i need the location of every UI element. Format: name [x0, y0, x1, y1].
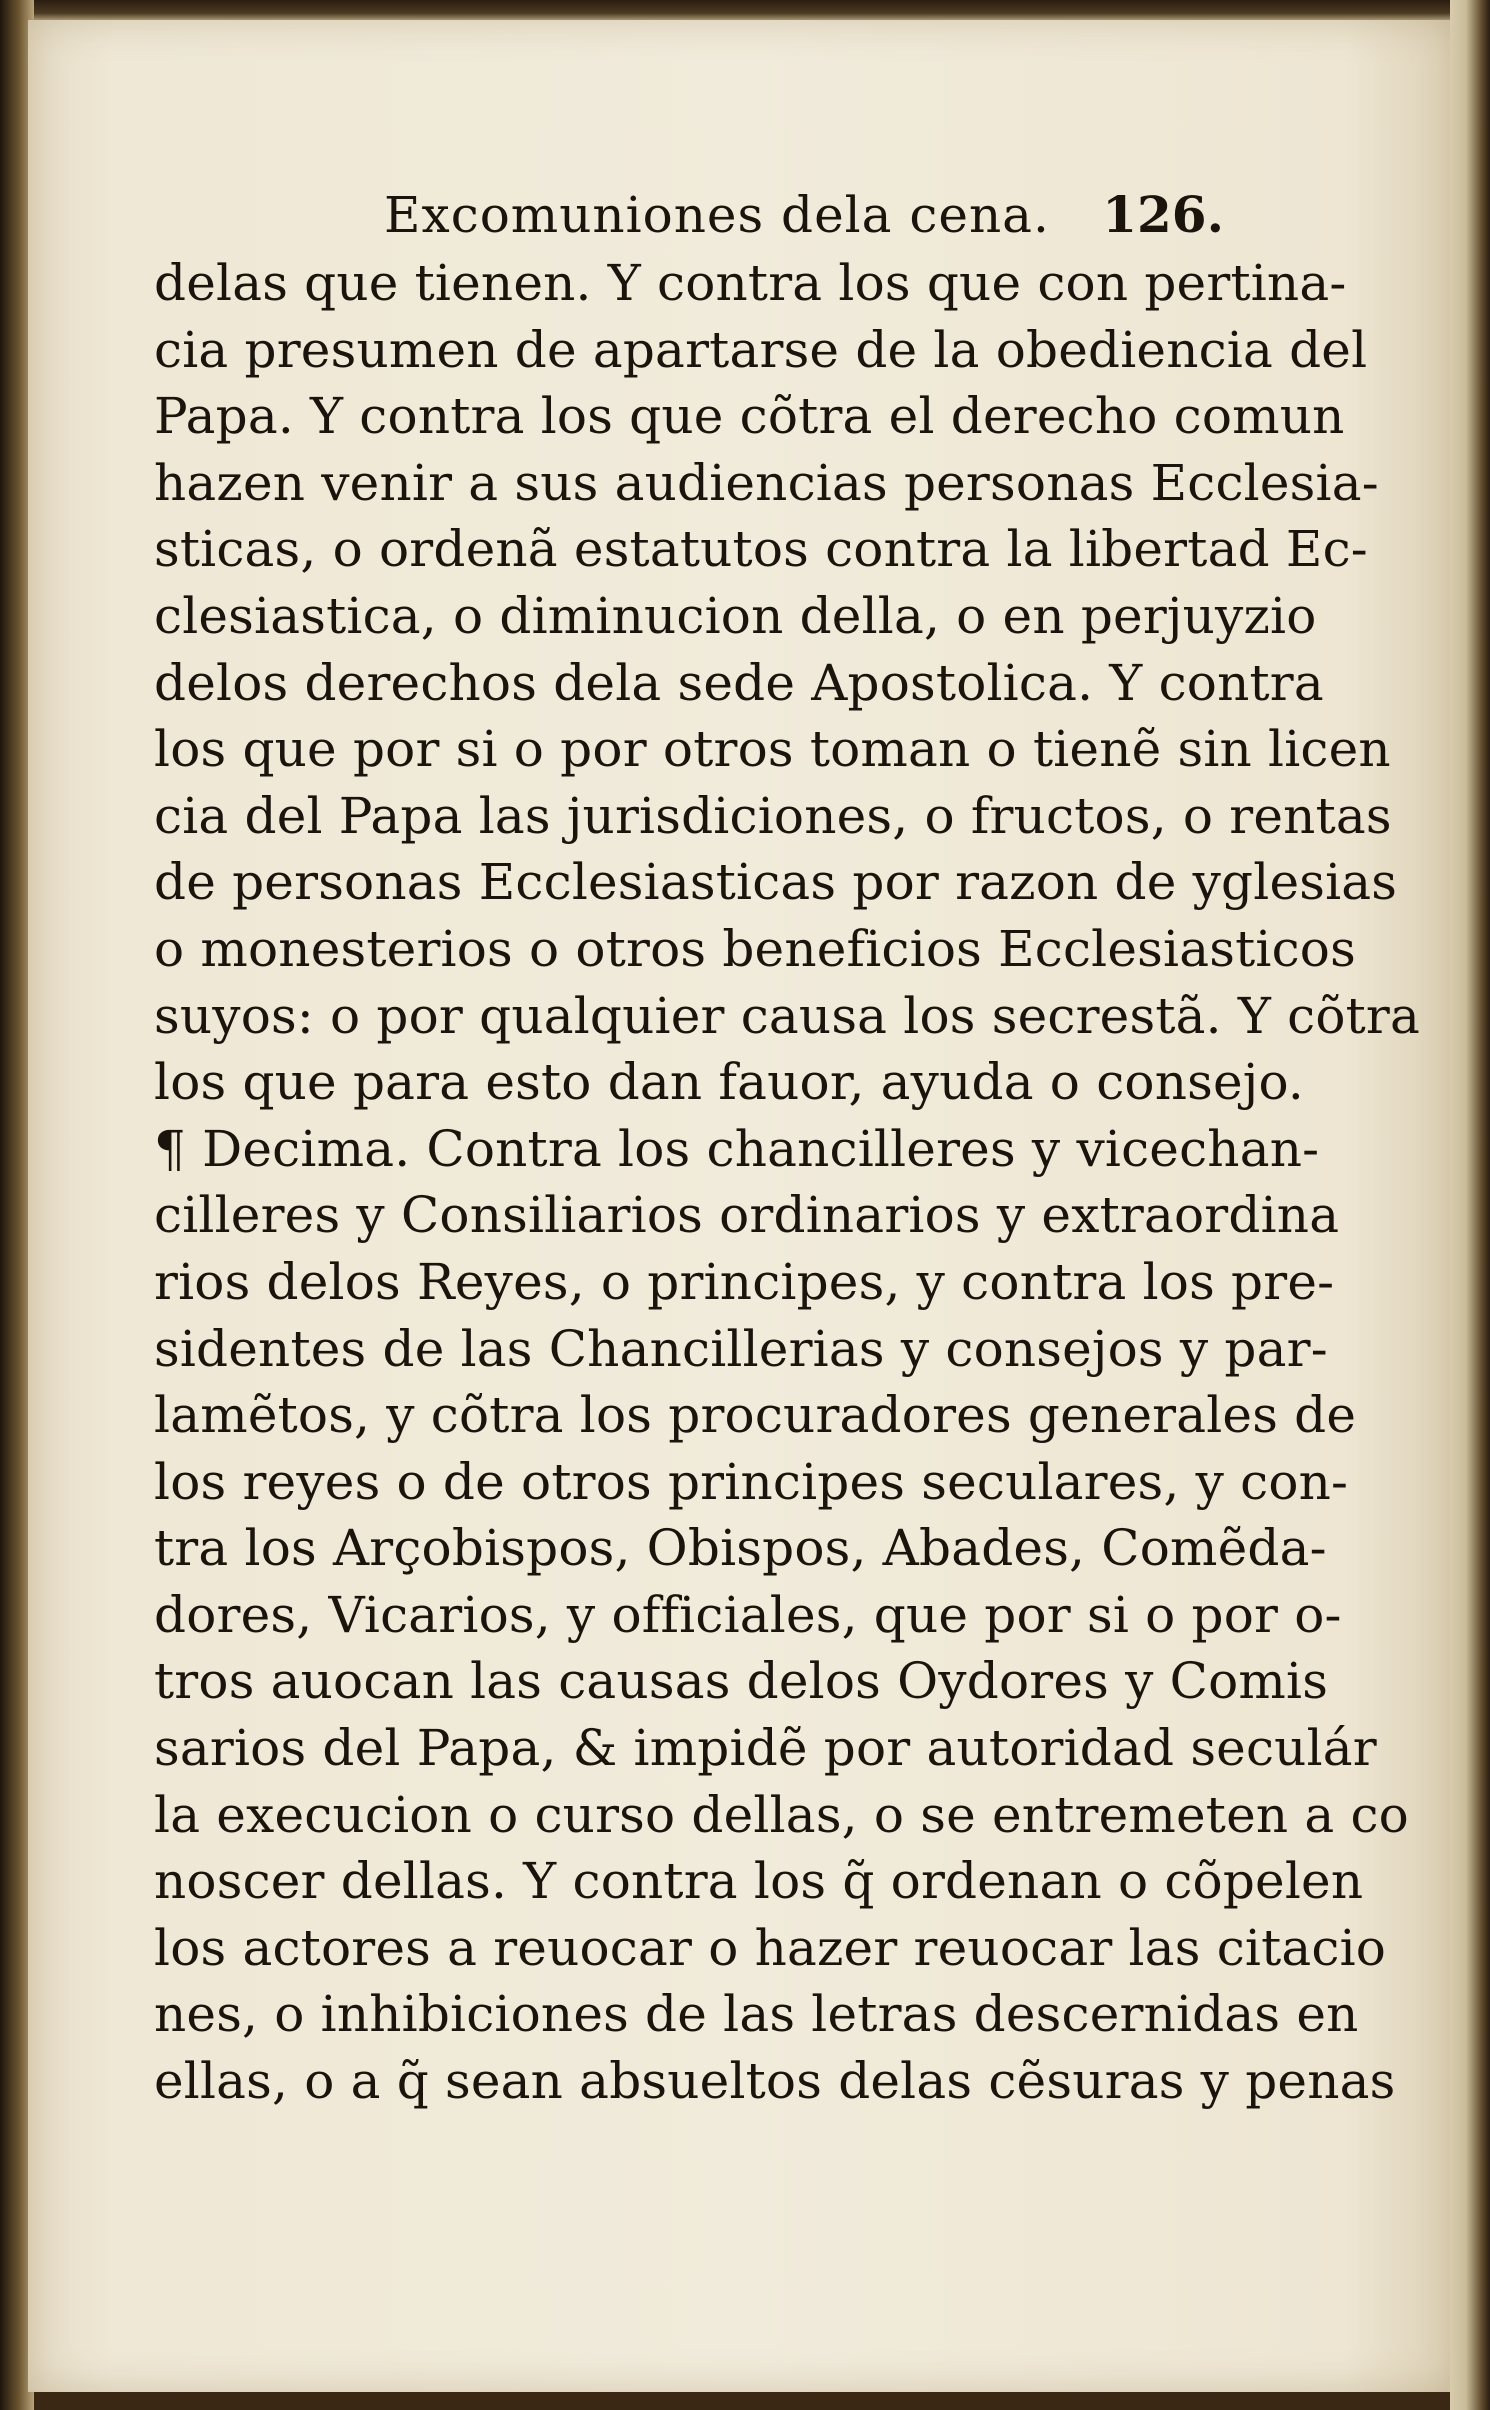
text-line: los que para esto dan fauor, ayuda o consejo. [154, 1053, 1304, 1112]
text-line: lamẽtos, y cõtra los procuradores generales de [154, 1386, 1357, 1445]
text-line: sarios del Papa, & impidẽ por autoridad seculár [154, 1719, 1377, 1778]
text-line: o monesterios o otros beneficios Ecclesiasticos [154, 919, 1356, 978]
right-page-edge [1450, 0, 1490, 2410]
text-line: ¶ Decima. Contra los chancilleres y vicechan- [154, 1119, 1320, 1178]
text-line: la execucion o curso dellas, o se entremeten a co [154, 1785, 1409, 1844]
text-line: rios delos Reyes, o principes, y contra los pre- [154, 1252, 1335, 1311]
page-text-block [154, 180, 1421, 2115]
text-line: delas que tienen. Y contra los que con pertina- [154, 254, 1347, 312]
folio-number: 126. [1102, 185, 1224, 244]
text-line: nes, o inhibiciones de las letras descernidas en [154, 1985, 1359, 2044]
running-head [154, 180, 1304, 250]
text-line: hazen venir a sus audiencias personas Ecclesia- [154, 453, 1379, 512]
text-line: ellas, o a q̃ sean absueltos delas cẽsuras y penas [154, 2052, 1396, 2111]
text-line: noscer dellas. Y contra los q̃ ordenan o cõpelen [154, 1852, 1364, 1911]
text-line: los actores a reuocar o hazer reuocar las citacio [154, 1918, 1387, 1977]
text-line: suyos: o por qualquier causa los secrestã. Y cõtra [154, 986, 1421, 1045]
text-line: dores, Vicarios, y officiales, que por si o por o- [154, 1585, 1342, 1644]
text-line: sidentes de las Chancillerias y consejos y par- [154, 1319, 1328, 1378]
text-line: delos derechos dela sede Apostolica. Y contra [154, 653, 1324, 712]
text-line: los reyes o de otros principes seculares, y con- [154, 1452, 1349, 1511]
text-line: tros auocan las causas delos Oydores y Comis [154, 1652, 1329, 1711]
text-line: clesiastica, o diminucion della, o en perjuyzio [154, 586, 1317, 645]
text-line: tra los Arçobispos, Obispos, Abades, Comẽda- [154, 1519, 1327, 1578]
running-head-title: Excomuniones dela cena. [384, 186, 1050, 244]
text-line: cilleres y Consiliarios ordinarios y extraordina [154, 1186, 1340, 1245]
text-line: de personas Ecclesiasticas por razon de yglesias [154, 853, 1398, 912]
text-line: sticas, o ordenã estatutos contra la libertad Ec- [154, 520, 1368, 579]
text-line: los que por si o por otros toman o tienẽ sin licen [154, 720, 1391, 779]
text-line: Papa. Y contra los que cõtra el derecho comun [154, 387, 1345, 446]
text-line: cia presumen de apartarse de la obediencia del [154, 320, 1368, 379]
text-line: cia del Papa las jurisdiciones, o fructos, o rentas [154, 786, 1392, 845]
top-page-edge [0, 0, 1490, 22]
body-text [154, 250, 1421, 2115]
